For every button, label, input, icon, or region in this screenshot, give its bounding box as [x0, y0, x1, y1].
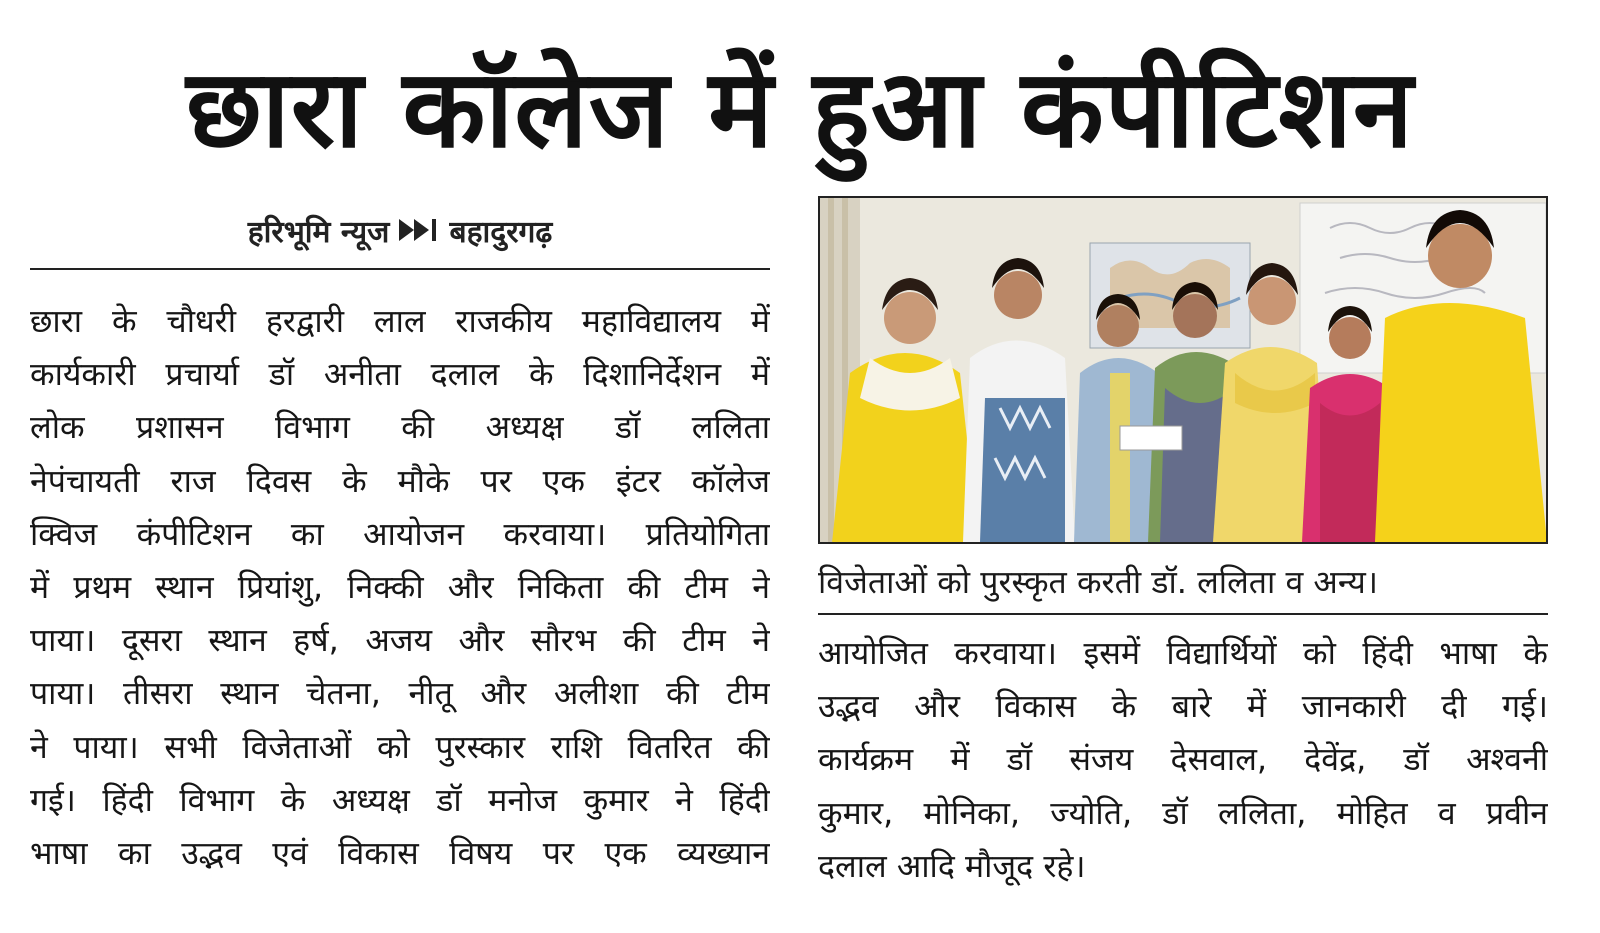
body-line: पाया। दूसरा स्थान हर्ष, अजय और सौरभ की टीम ने: [30, 621, 770, 660]
body-line: क्विज कंपीटिशन का आयोजन करवाया। प्रतियोगिता: [30, 514, 770, 553]
group-photo-illustration: [820, 198, 1546, 542]
body-line: ने पाया। सभी विजेताओं को पुरस्कार राशि वितरित की: [30, 727, 770, 766]
news-photo: [818, 196, 1548, 544]
body-line: दलाल आदि मौजूद रहे।: [818, 846, 1086, 885]
body-line: गई। हिंदी विभाग के अध्यक्ष डॉ मनोज कुमार ने हिंदी: [30, 780, 770, 819]
double-play-arrow-icon: [399, 216, 439, 244]
body-line: भाषा का उद्भव एवं विकास विषय पर एक व्यख्यान: [30, 833, 770, 872]
body-line: छारा के चौधरी हरद्वारी लाल राजकीय महाविद्यालय में: [30, 302, 770, 340]
byline: [30, 200, 770, 260]
headline: छारा कॉलेज में हुआ कंपीटिशन: [186, 47, 1414, 172]
body-line: कुमार, मोनिका, ज्योति, डॉ ललिता, मोहित व प्रवीन: [818, 793, 1548, 832]
body-line: पाया। तीसरा स्थान चेतना, नीतू और अलीशा की टीम: [30, 674, 770, 713]
article-body-left: [30, 295, 770, 880]
byline-location: बहादुरगढ़: [449, 214, 553, 250]
byline-source: हरिभूमि न्यूज: [247, 214, 390, 250]
body-line: लोक प्रशासन विभाग की अध्यक्ष डॉ ललिता: [30, 408, 770, 447]
body-line: उद्भव और विकास के बारे में जानकारी दी गई।: [818, 687, 1548, 726]
article-body-right: [818, 627, 1548, 893]
body-line: नेपंचायती राज दिवस के मौके पर एक इंटर कॉलेज: [30, 461, 770, 500]
caption-divider: [818, 613, 1548, 615]
photo-caption: विजेताओं को पुरस्कृत करती डॉ. ललिता व अन्य।: [818, 563, 1378, 601]
byline-divider: [30, 268, 770, 270]
body-line: कार्यक्रम में डॉ संजय देसवाल, देवेंद्र, डॉ अश्वनी: [818, 740, 1548, 779]
body-line: कार्यकारी प्रचार्या डॉ अनीता दलाल के दिशानिर्देशन में: [30, 355, 770, 394]
body-line: में प्रथम स्थान प्रियांशु, निक्की और निकिता की टीम ने: [30, 567, 770, 606]
body-line: आयोजित करवाया। इसमें विद्यार्थियों को हिंदी भाषा के: [818, 634, 1548, 672]
